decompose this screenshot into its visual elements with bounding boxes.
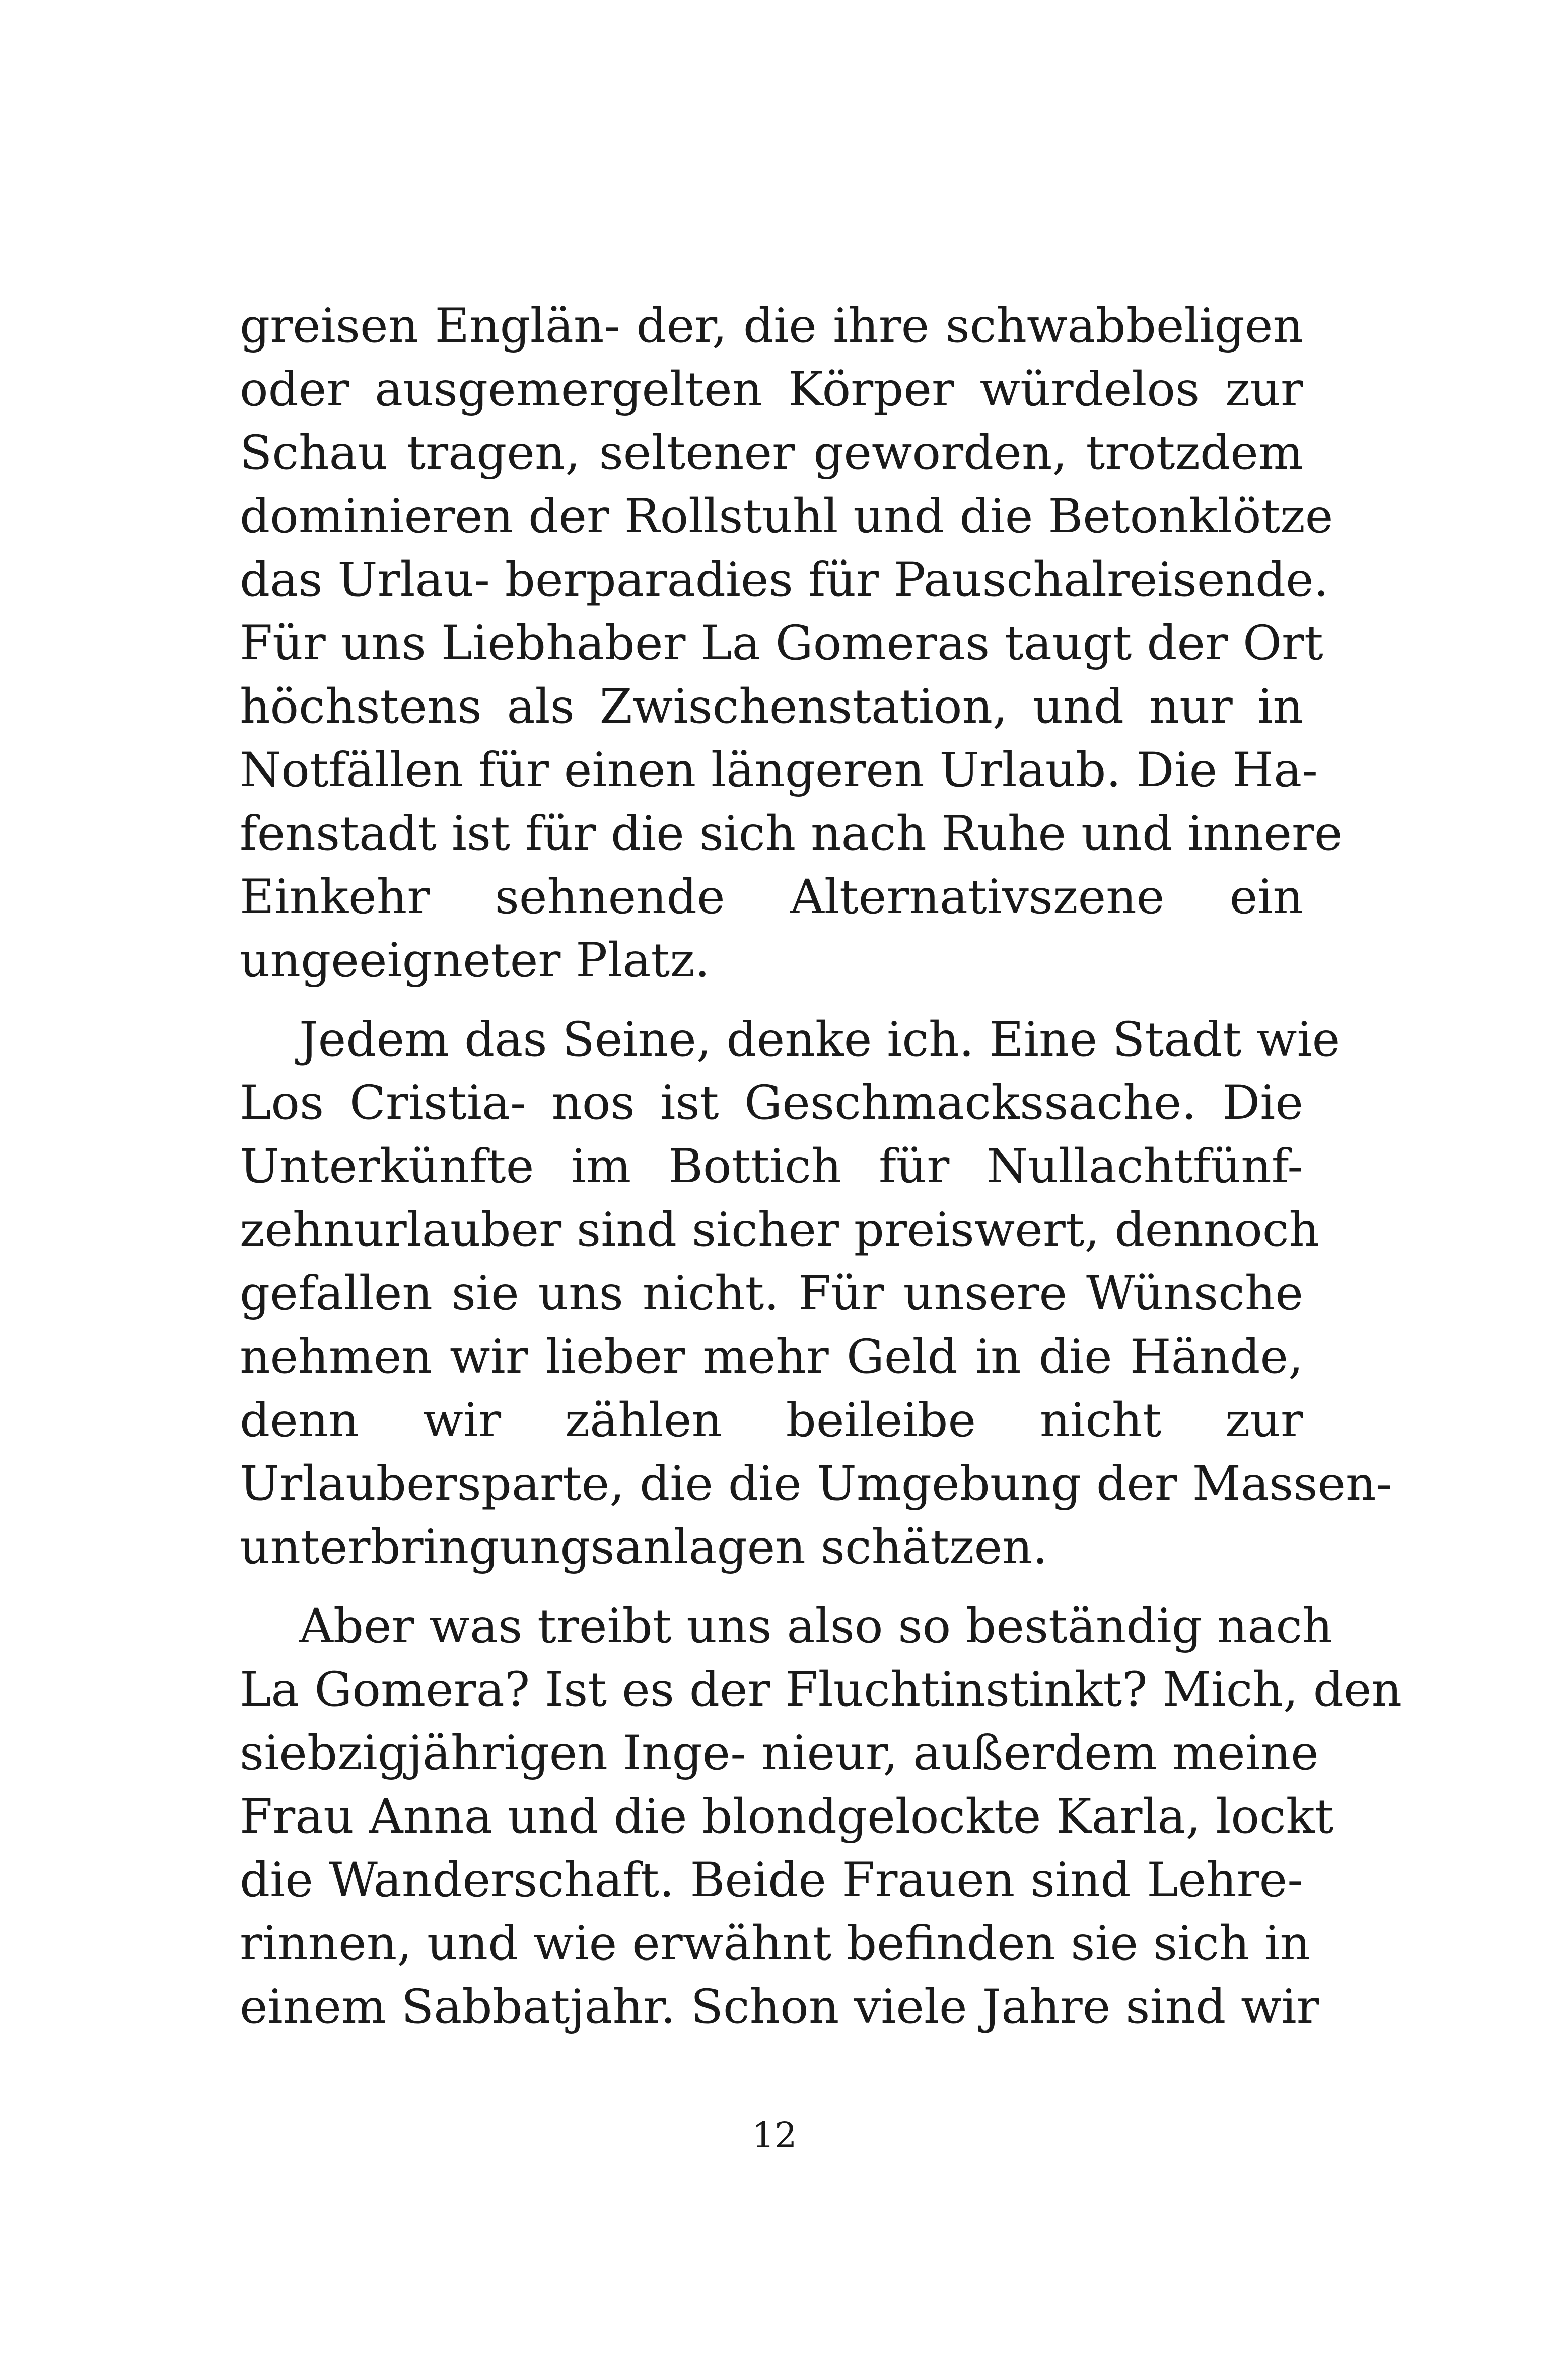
text-line: ungeeigneter Platz. bbox=[240, 933, 710, 988]
paragraph-2 bbox=[240, 1008, 1392, 1579]
text-line: oder ausgemergelten Körper würdelos zur bbox=[240, 362, 1303, 417]
text-line: Urlaubersparte, die die Umgebung der Massen- bbox=[240, 1456, 1392, 1511]
text-line: fenstadt ist für die sich nach Ruhe und innere bbox=[240, 806, 1343, 861]
text-line: nehmen wir lieber mehr Geld in die Hände, bbox=[240, 1329, 1303, 1384]
text-line: einem Sabbatjahr. Schon viele Jahre sind wir bbox=[240, 1980, 1319, 2035]
text-line: Einkehr sehnende Alternativszene ein bbox=[240, 870, 1303, 925]
text-line: unterbringungsanlagen schätzen. bbox=[240, 1520, 1048, 1575]
text-line: Für uns Liebhaber La Gomeras taugt der Ort bbox=[240, 616, 1323, 671]
text-line: rinnen, und wie erwähnt befinden sie sich in bbox=[240, 1916, 1311, 1971]
page-number: 12 bbox=[752, 2115, 797, 2156]
text-line: greisen Englän- der, die ihre schwabbeligen bbox=[240, 299, 1303, 354]
text-line: Jedem das Seine, denke ich. Eine Stadt wie bbox=[299, 1012, 1341, 1067]
text-line: Frau Anna und die blondgelockte Karla, lockt bbox=[240, 1789, 1334, 1844]
text-line: Aber was treibt uns also so beständig nach bbox=[299, 1599, 1333, 1654]
text-line: das Urlau- berparadies für Pauschalreisende. bbox=[240, 552, 1329, 607]
text-line: Unterkünfte im Bottich für Nullachtfünf- bbox=[240, 1139, 1303, 1194]
paragraph-3 bbox=[240, 1595, 1402, 2039]
text-line: höchstens als Zwischenstation, und nur in bbox=[240, 679, 1303, 734]
text-line: Notfällen für einen längeren Urlaub. Die Ha- bbox=[240, 743, 1318, 798]
text-line: denn wir zählen beileibe nicht zur bbox=[240, 1393, 1303, 1448]
text-line: gefallen sie uns nicht. Für unsere Wünsche bbox=[240, 1266, 1303, 1321]
text-line: zehnurlauber sind sicher preiswert, dennoch bbox=[240, 1203, 1320, 1257]
text-line: Los Cristia- nos ist Geschmackssache. Die bbox=[240, 1076, 1303, 1131]
text-line: dominieren der Rollstuhl und die Betonklötze bbox=[240, 489, 1333, 544]
text-line: siebzigjährigen Inge- nieur, außerdem meine bbox=[240, 1726, 1319, 1781]
page-body bbox=[240, 295, 1402, 2039]
text-line: La Gomera? Ist es der Fluchtinstinkt? Mich, den bbox=[240, 1662, 1402, 1717]
text-line: Schau tragen, seltener geworden, trotzdem bbox=[240, 426, 1303, 480]
paragraph-1 bbox=[240, 295, 1343, 993]
text-line: die Wanderschaft. Beide Frauen sind Lehre- bbox=[240, 1853, 1303, 1908]
